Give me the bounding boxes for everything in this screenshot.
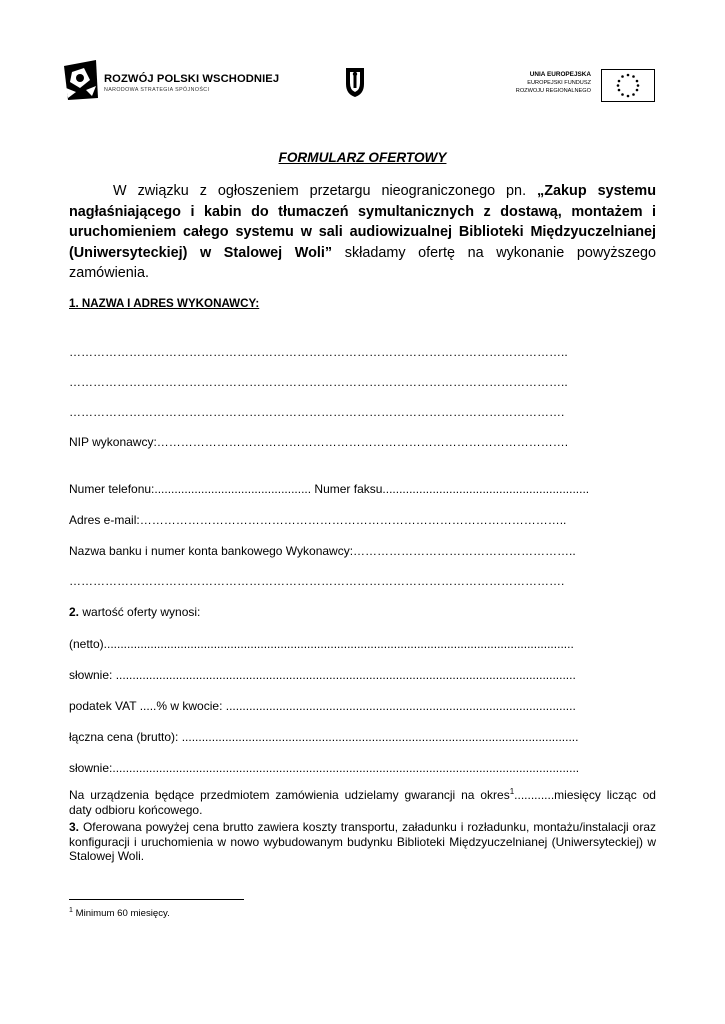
contractor-name-line-1[interactable]: ……………………………………………………………………………………………………………..: [69, 345, 568, 359]
bank-field-continued[interactable]: …………………………………………………………………………………………………………….: [69, 574, 565, 588]
form-title: FORMULARZ OFERTOWY: [278, 150, 447, 165]
section3-text: Oferowana powyżej cena brutto zawiera koszty transportu, załadunku i rozładunku, montażu/instalacji oraz konfiguracji i uruchomienia w nowo wybudowanym budynku Biblioteki Międzyuczelnianej (Uniwersyteckiej) w Stalowej Woli.: [69, 820, 656, 863]
warranty-footnote-ref: 1: [509, 787, 515, 796]
eu-line1: UNIA EUROPEJSKA: [529, 71, 591, 78]
section2-number: 2.: [69, 605, 80, 619]
netto-field[interactable]: (netto).............................................................................................................................................: [69, 637, 574, 651]
footnote-divider: [69, 899, 244, 900]
brutto-field[interactable]: łączna cena (brutto): .......................................................................................................................: [69, 730, 579, 744]
footnote-text: Minimum 60 miesięcy.: [72, 908, 170, 920]
footnote-number: 1: [69, 907, 73, 914]
contractor-name-line-2[interactable]: ……………………………………………………………………………………………………………..: [69, 375, 568, 389]
intro-paragraph: [69, 181, 656, 284]
crest-icon: [344, 66, 366, 103]
warranty-before: Na urządzenia będące przedmiotem zamówienia udzielamy gwarancji na okres: [69, 788, 510, 802]
intro-tail: składamy ofertę na wykonanie powyższego zamówienia.: [69, 244, 657, 281]
warranty-after: ............miesięcy licząc od daty odbioru końcowego.: [69, 788, 656, 817]
email-field[interactable]: Adres e-mail:……………………………………………………………………………………………..: [69, 513, 567, 527]
section2-heading: [69, 605, 649, 619]
section2-label: wartość oferty wynosi:: [79, 605, 201, 619]
section3-paragraph: [69, 820, 656, 864]
page-header: [62, 58, 655, 106]
slownie-field-1[interactable]: słownie: ..........................................................................................................................................: [69, 668, 576, 682]
logo-subtitle: NARODOWA STRATEGIA SPÓJNOŚCI: [104, 87, 210, 93]
eu-line3: ROZWOJU REGIONALNEGO: [515, 88, 591, 94]
footnote: [69, 907, 170, 919]
bank-field[interactable]: Nazwa banku i numer konta bankowego Wykonawcy:………………………………………………..: [69, 544, 576, 558]
contractor-address-line[interactable]: …………………………………………………………………………………………………………….: [69, 405, 565, 419]
eu-text-block: [516, 71, 591, 95]
warranty-paragraph: [69, 788, 656, 817]
intro-lead: W związku z ogłoszeniem przetargu nieograniczonego pn.: [113, 183, 538, 199]
eastern-poland-emblem-icon: [62, 58, 100, 102]
section3-number: 3.: [69, 820, 80, 834]
logo-title: ROZWÓJ POLSKI WSCHODNIEJ: [104, 73, 280, 85]
eu-flag-icon: [601, 69, 655, 102]
rozwoj-polski-wschodniej-logo: [62, 58, 322, 104]
vat-field[interactable]: podatek VAT .....% w kwocie: .........................................................................................................: [69, 699, 576, 713]
nip-field[interactable]: NIP wykonawcy:………………………………………………………………………………………….: [69, 435, 569, 449]
section1-heading: 1. NAZWA I ADRES WYKONAWCY:: [69, 297, 260, 310]
phone-fax-field[interactable]: Numer telefonu:............................................... Numer faksu..............................................................: [69, 482, 590, 496]
eu-line2: EUROPEJSKI FUNDUSZ: [527, 80, 591, 86]
slownie-field-2[interactable]: słownie:............................................................................................................................................: [69, 761, 580, 775]
intro-bold: „Zakup systemu nagłaśniającego i kabin do tłumaczeń symultanicznych z dostawą, montażem i uruchomieniem całego systemu w sali audiowizualnej Biblioteki Międzyuczelnianej (Uniwersyteckiej) w Stalowej Woli”: [69, 183, 656, 261]
